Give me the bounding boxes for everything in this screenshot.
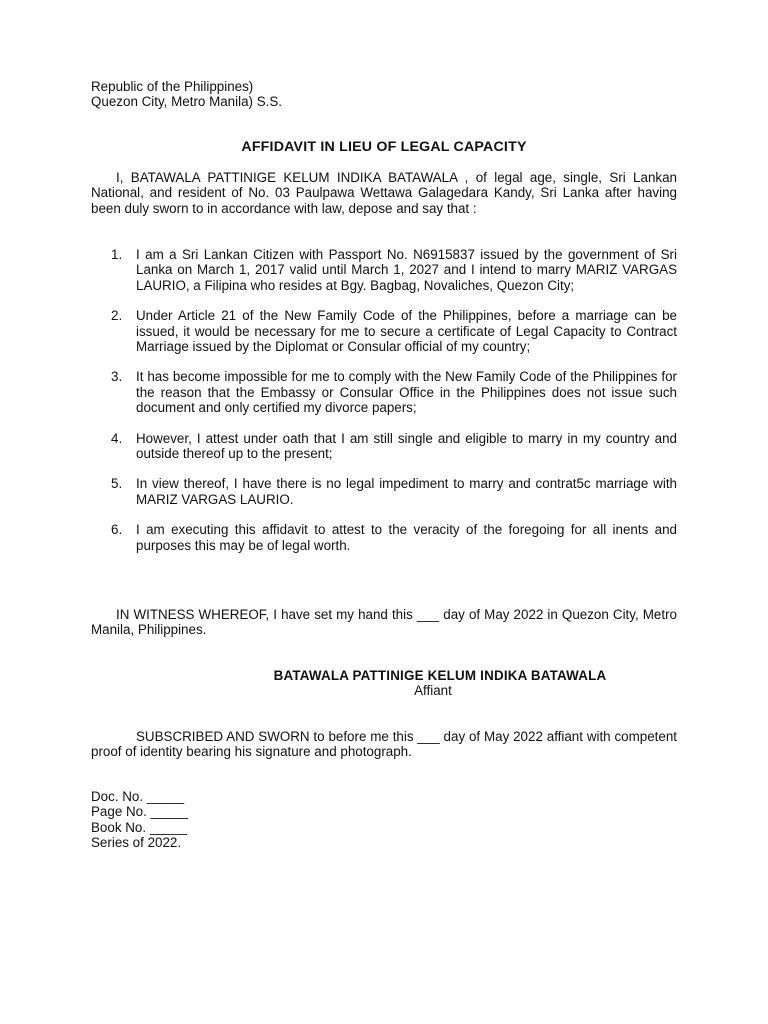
statement-item <box>91 476 677 507</box>
statement-number: 3. <box>111 369 123 385</box>
numbered-statements <box>91 247 677 568</box>
statement-number: 5. <box>111 476 123 492</box>
statement-text: However, I attest under oath that I am still single and eligible to marry in my country and outside thereof up to the present; <box>136 430 677 462</box>
series-line: Series of 2022. <box>91 835 182 851</box>
statement-number: 4. <box>111 430 123 446</box>
notarial-register-block <box>91 789 188 851</box>
statement-number: 1. <box>111 247 123 262</box>
document-title: AFFIDAVIT IN LIEU OF LEGAL CAPACITY <box>241 139 527 155</box>
jurat-paragraph: SUBSCRIBED AND SWORN to before me this ___ day of May 2022 affiant with competent proof of identity bearing his signature and photograph. <box>91 729 677 760</box>
intro-paragraph: I, BATAWALA PATTINIGE KELUM INDIKA BATAWALA , of legal age, single, Sri Lankan National, and resident of No. 03 Paulpawa Wettawa Galagedara Kandy, Sri Lanka after having been duly sworn to in accordance with law, depose and say that : <box>91 170 677 216</box>
affiant-label: Affiant <box>414 683 452 698</box>
statement-item <box>91 369 677 415</box>
statement-text: It has become impossible for me to comply with the New Family Code of the Philippines for the reason that the Embassy or Consular Office in the Philippines does not issue such document and only certified my divorce papers; <box>136 369 677 416</box>
book-number-line: Book No. _____ <box>91 819 188 835</box>
statement-text: In view thereof, I have there is no legal impediment to marry and contrat5c marriage with MARIZ VARGAS LAURIO. <box>136 476 677 507</box>
venue-line-country: Republic of the Philippines) <box>91 79 254 94</box>
statement-text: I am executing this affidavit to attest to the veracity of the foregoing for all inents and purposes this may be of legal worth. <box>136 522 677 553</box>
statement-number: 6. <box>111 522 123 538</box>
statement-number: 2. <box>111 308 123 324</box>
statement-item <box>91 247 677 293</box>
statement-item <box>91 522 677 553</box>
affiant-name: BATAWALA PATTINIGE KELUM INDIKA BATAWALA <box>273 668 607 683</box>
witness-paragraph: IN WITNESS WHEREOF, I have set my hand this ___ day of May 2022 in Quezon City, Metro Manila, Philippines. <box>91 607 677 638</box>
statement-item <box>91 431 677 462</box>
venue-block <box>91 79 282 110</box>
statement-text: Under Article 21 of the New Family Code of the Philippines, before a marriage can be issued, it would be necessary for me to secure a certificate of Legal Capacity to Contract Marriage issued by the Diplomat or Consular official of my country; <box>136 308 677 355</box>
page-number-line: Page No. _____ <box>91 804 188 820</box>
statement-item <box>91 308 677 354</box>
statement-text: I am a Sri Lankan Citizen with Passport No. N6915837 issued by the government of Sri Lanka on March 1, 2017 valid until March 1, 2027 and I intend to marry MARIZ VARGAS LAURIO, a Filipina who resides at Bgy. Bagbag, Novaliches, Quezon City; <box>136 247 677 293</box>
venue-line-city: Quezon City, Metro Manila) S.S. <box>91 94 283 110</box>
doc-number-line: Doc. No. _____ <box>91 789 185 804</box>
